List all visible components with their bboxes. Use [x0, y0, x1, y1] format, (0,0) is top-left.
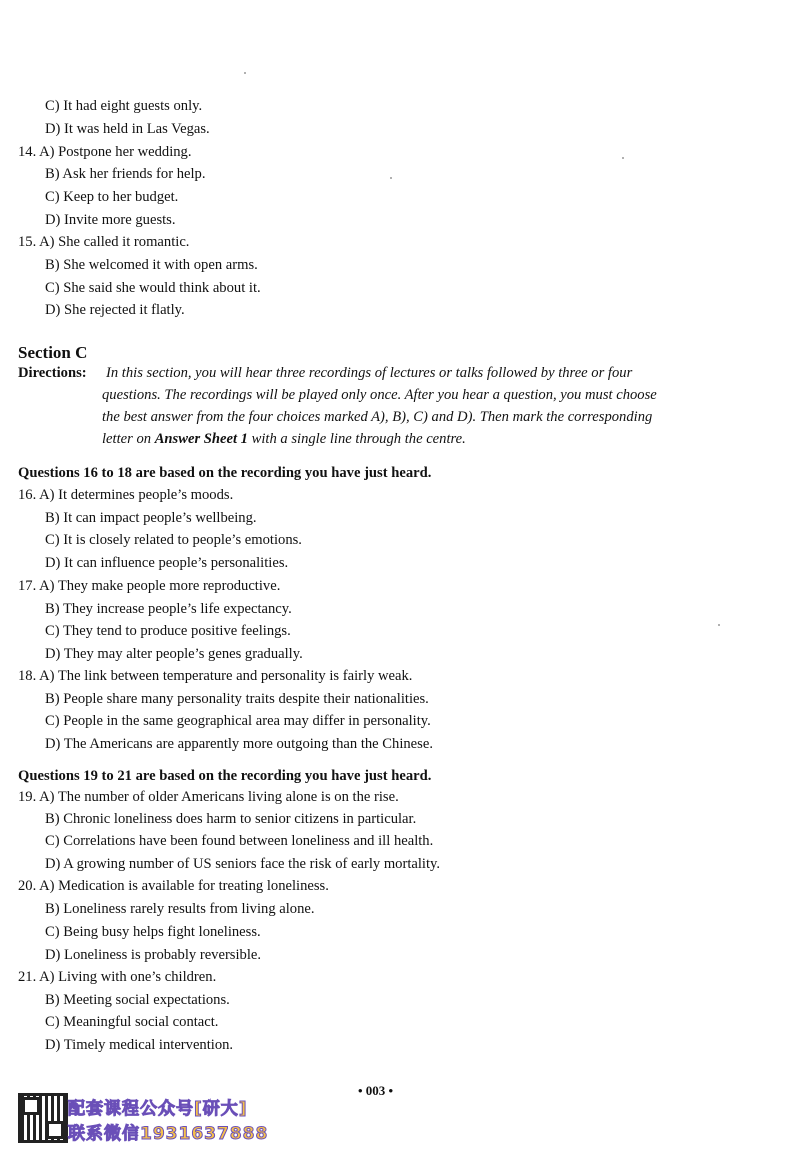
option-line: A) The link between temperature and personality is fairly weak. [39, 668, 413, 684]
option-line: B) It can impact people’s wellbeing. [45, 510, 257, 526]
option-line: B) Loneliness rarely results from living alone. [45, 901, 315, 917]
option-line: C) Keep to her budget. [45, 189, 179, 205]
option-line: D) It was held in Las Vegas. [45, 121, 210, 137]
question-number: 19. [18, 789, 37, 805]
option-line: C) Being busy helps fight loneliness. [45, 924, 261, 940]
question-number: 18. [18, 668, 37, 684]
option-line: B) She welcomed it with open arms. [45, 257, 258, 273]
directions-text: letter on [102, 431, 155, 447]
option-line: C) Correlations have been found between loneliness and ill health. [45, 833, 434, 849]
qr-code-icon [18, 1093, 68, 1143]
question-17-line [18, 577, 280, 595]
directions-label: Directions: [18, 365, 87, 381]
option-line: A) Living with one’s children. [39, 969, 217, 985]
question-number: 15. [18, 234, 37, 250]
question-14-line [18, 143, 192, 161]
option-line: C) It is closely related to people’s emotions. [45, 532, 302, 548]
option-line: D) She rejected it flatly. [45, 302, 185, 318]
promo-line: 配套课程公众号[研大] [68, 1099, 248, 1119]
option-line: A) Postpone her wedding. [39, 144, 192, 160]
question-number: 21. [18, 969, 37, 985]
option-line: B) Meeting social expectations. [45, 992, 230, 1008]
question-16-line [18, 486, 233, 504]
option-line: D) It can influence people’s personalities. [45, 555, 289, 571]
option-line: C) Meaningful social contact. [45, 1014, 219, 1030]
scan-speck [622, 157, 624, 159]
option-line: C) They tend to produce positive feelings. [45, 623, 291, 639]
option-line: D) A growing number of US seniors face the risk of early mortality. [45, 856, 441, 872]
question-20-line [18, 877, 329, 895]
option-line: A) It determines people’s moods. [39, 487, 234, 503]
option-line: C) She said she would think about it. [45, 280, 261, 296]
question-number: 14. [18, 144, 37, 160]
directions-line [102, 431, 466, 448]
question-19-line [18, 788, 399, 806]
option-line: B) They increase people’s life expectancy. [45, 601, 292, 617]
promo-line: 联系微信1931637888 [68, 1124, 269, 1144]
group-heading: Questions 19 to 21 are based on the recording you have just heard. [18, 768, 432, 784]
question-number: 20. [18, 878, 37, 894]
option-line: D) Loneliness is probably reversible. [45, 947, 262, 963]
group-heading: Questions 16 to 18 are based on the recording you have just heard. [18, 465, 432, 481]
option-line: D) Timely medical intervention. [45, 1037, 234, 1053]
section-title: Section C [18, 343, 88, 362]
option-line: C) People in the same geographical area may differ in personality. [45, 713, 431, 729]
option-line: D) Invite more guests. [45, 212, 176, 228]
scan-speck [244, 72, 246, 74]
scan-speck [390, 177, 392, 179]
page-number: • 003 • [358, 1083, 394, 1098]
option-line: B) Ask her friends for help. [45, 166, 206, 182]
scan-speck [718, 624, 720, 626]
option-line: B) People share many personality traits despite their nationalities. [45, 691, 429, 707]
directions-text: with a single line through the centre. [247, 431, 466, 447]
directions-line: the best answer from the four choices marked A), B), C) and D). Then mark the corresponding [102, 409, 653, 425]
option-line: A) They make people more reproductive. [39, 578, 281, 594]
question-21-line [18, 968, 216, 986]
option-line: A) Medication is available for treating loneliness. [39, 878, 329, 894]
question-number: 17. [18, 578, 37, 594]
answer-sheet-ref: Answer Sheet 1 [154, 431, 248, 447]
question-number: 16. [18, 487, 37, 503]
question-15-line [18, 233, 189, 251]
option-line: D) They may alter people’s genes gradually. [45, 646, 303, 662]
footer-promo [18, 1093, 318, 1145]
option-line: A) The number of older Americans living alone is on the rise. [39, 789, 399, 805]
question-18-line [18, 667, 412, 685]
option-line: B) Chronic loneliness does harm to senior citizens in particular. [45, 811, 417, 827]
option-line: C) It had eight guests only. [45, 98, 203, 114]
option-line: A) She called it romantic. [39, 234, 190, 250]
option-line: D) The Americans are apparently more outgoing than the Chinese. [45, 736, 433, 752]
directions-line: In this section, you will hear three recordings of lectures or talks followed by three or four [106, 365, 633, 381]
directions-line: questions. The recordings will be played only once. After you hear a question, you must choose [102, 387, 657, 403]
